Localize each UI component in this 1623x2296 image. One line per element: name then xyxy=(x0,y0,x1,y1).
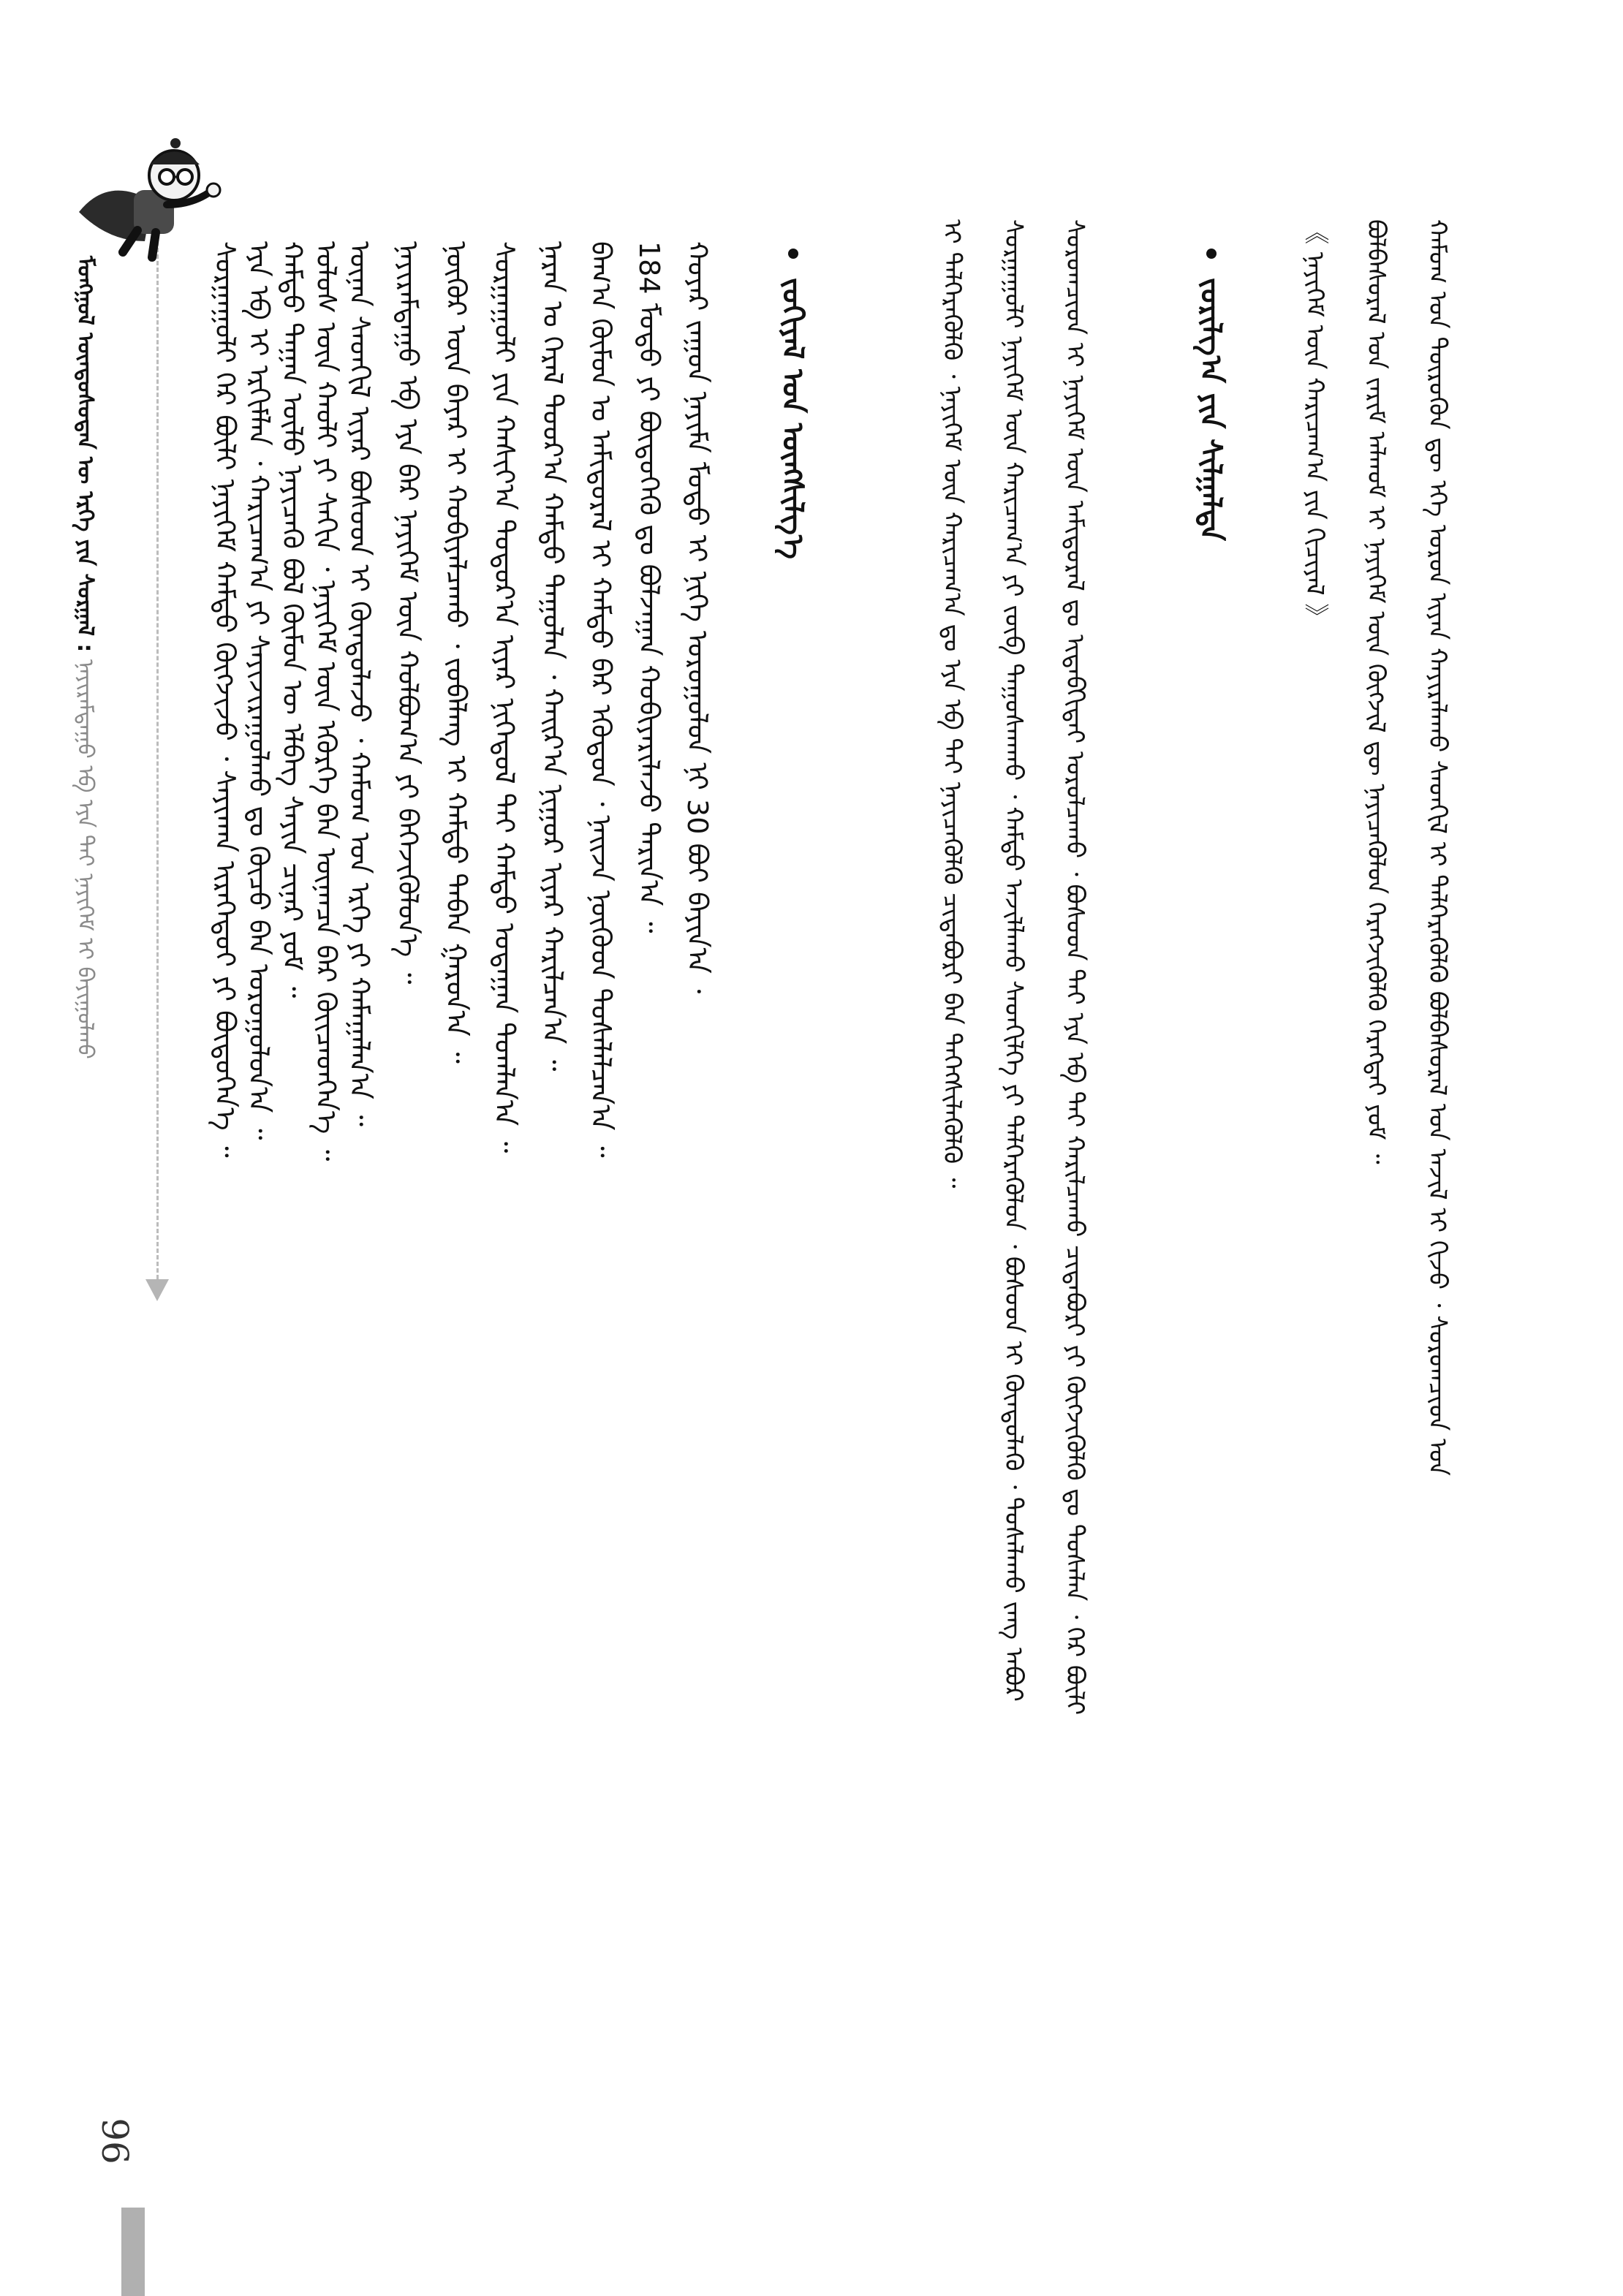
poem-line-12: ᠰᠤᠷᠭᠠᠭᠤᠯᠢ ᠭᠡᠷ ᠪᠦᠯᠢ ᠨᠡᠶᠢᠭᠡᠮ ᠬᠠᠮᠲᠤ ᠬᠥᠭᠵᠢᠵᠦ ᠂ ᠰᠠᠶᠢᠬᠠᠨ ᠢᠷᠡᠭᠡᠳᠦᠢ ᠶᠢ ᠪᠦᠲᠦᠭᠡᠨ᠎ᠡ ᠃ xyxy=(209,241,241,1158)
running-header xyxy=(72,256,98,1279)
poem-line-8: ᠦᠨᠡᠨ ᠰᠡᠳᠬᠢᠯ ᠢᠶᠡᠷ ᠪᠤᠰᠤᠳ ᠢ ᠬᠦᠨᠳᠦᠯᠡᠵᠦ ᠂ ᠬᠠᠮᠤᠭ ᠤᠨ ᠡᠷᠬᠡ ᠶᠢ ᠬᠠᠮᠠᠭᠠᠯᠠᠨ᠎ᠠ ᠃ xyxy=(344,241,376,1127)
poem-line-5: ᠰᠤᠷᠭᠠᠭᠤᠯᠢ ᠶᠢᠨ ᠬᠠᠰᠢᠶ᠎ᠠ ᠳᠣᠲᠣᠷ᠎ᠠ ᠢᠶᠡᠷ ᠨᠢᠭᠡᠳᠦᠯ ᠲᠠᠢ ᠬᠠᠮᠲᠤ ᠤᠳᠠᠭᠠᠨ ᠲᠣᠭᠯᠠᠨ᠎ᠠ ᠃ xyxy=(488,241,521,1153)
section-one-line-2: ᠰᠤᠷᠭᠠᠭᠤᠯᠢ ᠨᠡᠶᠢᠭᠡᠮ ᠦᠨ ᠬᠠᠷᠢᠴᠠᠭ᠎ᠠ ᠶᠢ ᠵᠥᠪ ᠳᠠᠭᠤᠰᠬᠠᠬᠤ ᠂ ᠬᠠᠮᠲᠤ ᠠᠵᠢᠯᠯᠠᠬᠤ ᠰᠡᠳᠬᠢᠯᠭᠡ ᠶᠢ ᠲᠡᠯᠭᠡᠷᠡᠭᠦᠯᠦᠨ ᠂ ᠪᠤᠰᠤᠳ ᠢ ᠬᠦᠨᠳᠦᠯᠡᠬᠦ ᠂ ᠲᠤᠰᠠᠯᠠᠬᠤ ᠵᠠᠩ ᠠᠪᠤᠷ xyxy=(999,219,1028,1702)
bullet-dot-icon xyxy=(1206,249,1217,259)
triangle-marker-icon xyxy=(145,1279,169,1301)
section-one-line-1: ᠰᠤᠷᠤᠭᠴᠢᠳ ᠢ ᠨᠡᠶᠢᠭᠡᠮ ᠦᠨ ᠠᠮᠢᠳᠤᠷᠠᠯ ᠳᠤ ᠢᠳᠡᠪᠬᠢᠲᠡᠢ ᠣᠷᠣᠯᠴᠠᠬᠤ ᠂ ᠪᠤᠰᠤᠳ ᠲᠠᠢ ᠡᠶᠡ ᠡᠪ ᠲᠡᠢ ᠬᠠᠷᠢᠯᠴᠠᠬᠤ ᠴᠢᠳᠠᠪᠤᠷᠢ ᠶᠢ ᠬᠥᠭᠵᠢᠭᠦᠯᠬᠦ ᠳᠤ ᠲᠤᠰᠠᠯᠠᠨ ᠂ ᠭᠡᠷ ᠪᠦᠯᠢ xyxy=(1060,219,1089,1716)
section-one-heading: ᠵᠣᠷᠢᠯᠭ᠎ᠠ ᠶᠢᠨ ᠰᠢᠯᠭᠠᠯᠲᠠ xyxy=(1194,278,1227,541)
poem-line-3: ᠪᠠᠭ᠎ᠠ ᠬᠦᠮᠦᠨ ᠤ ᠠᠮᠢᠳᠤᠷᠠᠯ ᠢ ᠬᠠᠮᠲᠤ ᠪᠠᠷ ᠡᠭᠦᠳᠦᠨ ᠂ ᠨᠠᠢᠵᠠ ᠨᠦᠬᠦᠳ ᠲᠤᠰᠠᠯᠠᠯᠴᠠᠨ᠎ᠠ ᠃ xyxy=(585,241,617,1158)
intro-quote: 《 ᠨᠡᠶᠢᠭᠡᠮ ᠦᠨ ᠬᠠᠷᠢᠴᠠᠭ᠎ᠠ ᠶᠢᠨ ᠬᠢᠴᠢᠶᠡᠯ 》 xyxy=(1300,219,1329,629)
poem-line-2: 184 ᠮᠣᠳᠣ ᠶᠢ ᠪᠦᠲᠦᠭᠡᠬᠦ ᠳᠤ ᠪᠣᠯᠵᠠᠭᠠᠨ ᠬᠤᠪᠢᠶᠠᠷᠢᠯᠠᠵᠤ ᠲᠠᠷᠢᠨ᠎ᠠ ᠃ xyxy=(633,241,665,933)
page-number: 96 xyxy=(93,2118,136,2164)
header-dashed-rule xyxy=(156,241,159,1279)
intro-line-1: ᠬᠠᠮᠤᠭ ᠤᠨ ᠲᠦᠷᠦᠭᠦᠨ ᠳᠦ ᠡᠬᠡ ᠣᠷᠣᠨ ᠢᠶᠠᠨ ᠬᠠᠶᠢᠷᠠᠯᠠᠬᠤ ᠰᠡᠳᠬᠢᠯ ᠢ ᠲᠡᠯᠭᠡᠷᠡᠭᠦᠯᠬᠦ ᠪᠣᠯᠪᠠᠰᠤᠷᠠᠯ ᠤᠨ ᠠᠵᠢᠯ ᠢ ᠬᠢᠵᠦ ᠂ ᠰᠤᠷᠤᠭᠴᠢᠳ ᠤᠨ xyxy=(1423,219,1452,1476)
section-one-line-3: ᠢ ᠲᠡᠯᠭᠡᠷᠡᠭᠦᠯᠬᠦ ᠂ ᠨᠡᠶᠢᠭᠡᠮ ᠦᠨ ᠬᠠᠷᠢᠴᠠᠭ᠎ᠠ ᠳᠤ ᠡᠶᠡ ᠡᠪ ᠲᠡᠢ ᠨᠡᠶᠢᠴᠡᠭᠦᠯᠬᠦ ᠴᠢᠳᠠᠪᠤᠷᠢ ᠪᠡᠨ ᠳᠡᠭᠡᠭᠰᠢᠯᠡᠭᠦᠯᠬᠦ ᠃ xyxy=(937,219,966,1189)
intro-line-2: ᠪᠣᠯᠪᠠᠰᠤᠷᠠᠯ ᠤᠨ ᠵᠠᠷᠢᠮ ᠠᠯᠬᠤᠮ ᠢ ᠨᠡᠶᠢᠭᠡᠮ ᠦᠨ ᠬᠥᠭᠵᠢᠯ ᠳᠦ ᠨᠡᠶᠢᠴᠡᠭᠦᠯᠦᠨ ᠬᠡᠷᠡᠭᠵᠢᠭᠦᠯᠬᠦ ᠬᠡᠷᠡᠭᠲᠡᠢ ᠶᠤᠮ ᠃ xyxy=(1361,219,1391,1164)
page-edge-tab xyxy=(121,2208,145,2296)
poem-line-7: ᠨᠠᠶᠢᠷᠠᠮᠳᠠᠭᠤ ᠡᠪ ᠡᠶᠡ ᠪᠡᠷ ᠨᠡᠶᠢᠭᠡᠮ ᠦᠨ ᠬᠣᠯᠪᠣᠭ᠎ᠠ ᠶᠢ ᠪᠡᠬᠡᠵᠢᠭᠦᠯᠦᠨ᠎ᠡ ᠃ xyxy=(392,241,424,985)
poem-line-1: ᠬᠣᠶᠠᠷ ᠵᠠᠭᠤᠨ ᠨᠠᠶᠢᠮᠠ ᠮᠣᠳᠣ ᠢ ᠨᠢᠭᠡ ᠤᠷᠤᠭᠤᠯᠤᠨ ᠨᠢ 30 ᠪᠤᠢ ᠪᠠᠶᠢᠨ᠎ᠠ ᠂ xyxy=(681,241,714,994)
running-header-subtitle: ᠨᠠᠶᠢᠷᠠᠮᠳᠠᠭᠤ ᠡᠪ ᠡᠶᠡ ᠲᠡᠢ ᠨᠡᠶᠢᠭᠡᠮ ᠢ ᠪᠠᠶᠢᠭᠤᠯᠬᠤ xyxy=(72,659,98,1059)
poem-line-11: ᠡᠶᠡ ᠡᠪ ᠢ ᠡᠷᠬᠢᠮᠯᠡᠨ ᠂ ᠬᠠᠷᠢᠴᠠᠭ᠎ᠠ ᠶᠢ ᠰᠠᠶᠢᠵᠢᠷᠠᠭᠤᠯᠬᠤ ᠳᠤ ᠬᠦᠴᠦ ᠪᠡᠨ ᠣᠷᠣᠭᠤᠯᠤᠨ᠎ᠠ ᠃ xyxy=(243,241,275,1140)
bullet-dot-icon xyxy=(788,249,798,259)
poem-line-4: ᠨᠠᠷᠠᠨ ᠤ ᠭᠡᠷᠡᠯ ᠳᠣᠣᠷ᠎ᠠ ᠬᠠᠮᠲᠤ ᠳᠠᠭᠤᠯᠠᠨ ᠂ ᠬᠠᠢᠷ᠎ᠠ ᠨᠢᠭᠤᠷ ᠢᠶᠠᠷ ᠬᠠᠷᠢᠯᠴᠠᠨ᠎ᠠ ᠃ xyxy=(537,241,569,1072)
running-header-title: ᠮᠣᠩᠭᠣᠯ ᠦᠨᠳᠦᠰᠦᠲᠡᠨ ᠦ ᠡᠷᠬᠡ ᠶᠢᠨ ᠰᠤᠷᠭᠠᠯ : xyxy=(72,256,98,653)
poem-line-6: ᠨᠥᠬᠦᠷ ᠦᠨ ᠪᠠᠶᠠᠷ ᠢ ᠬᠤᠪᠢᠶᠠᠯᠴᠠᠬᠤ ᠂ ᠵᠣᠪᠠᠯᠠᠩ ᠢ ᠬᠠᠮᠲᠤ ᠳᠠᠪᠠᠨ ᠭᠠᠷᠤᠨ᠎ᠠ ᠃ xyxy=(440,241,472,1064)
poem-line-10: ᠬᠠᠮᠲᠤ ᠳᠠᠭᠠᠨ ᠦᠯᠦ ᠨᠡᠶᠢᠴᠡᠬᠦ ᠪᠣᠯ ᠬᠦᠮᠦᠨ ᠦ ᠡᠯᠪᠡᠭ ᠰᠠᠶᠢᠨ ᠴᠢᠨᠠᠷ ᠶᠤᠮ ᠃ xyxy=(276,241,309,999)
cartoon-boy-mascot-icon xyxy=(64,132,225,263)
poem-line-9: ᠤᠯᠤᠰ ᠦᠨ ᠬᠠᠤᠯᠢ ᠶᠢ ᠰᠠᠬᠢᠨ ᠂ ᠨᠡᠶᠢᠭᠡᠮ ᠦᠨ ᠡᠭᠦᠷᠭᠡ ᠪᠡᠨ ᠦᠨᠡᠨᠴᠡ ᠪᠡᠷ ᠭᠦᠢᠴᠡᠳᠭᠡᠨ᠎ᠡ ᠃ xyxy=(310,241,342,1162)
section-two-heading: ᠵᠣᠬᠢᠶᠠᠯ ᠤᠨ ᠦᠩᠰᠢᠯᠭ᠎ᠡ xyxy=(776,278,809,559)
